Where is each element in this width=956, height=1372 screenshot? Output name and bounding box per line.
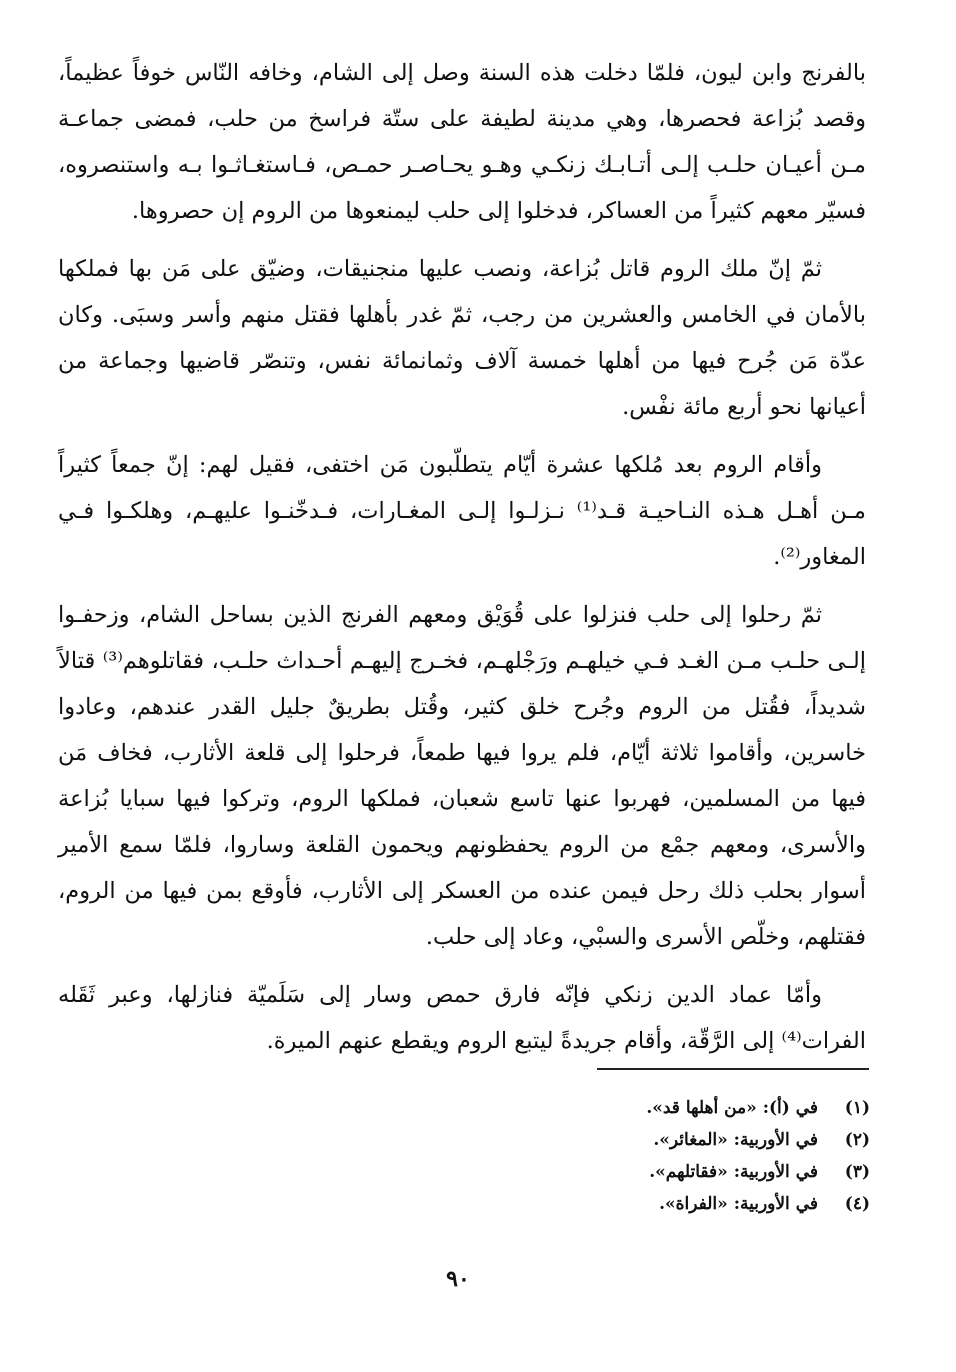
footnote-4	[560, 1188, 870, 1220]
footnote-text: في الأوربية: «المغائر».	[653, 1130, 818, 1150]
paragraph-4: ثمّ رحلوا إلى حلب فنزلوا على قُوَيْق ومعهم الفرنج الذين بساحل الشام، وزحفـوا إلـى حلـب مـن الغـد فـي خيلهـم ورَجْلهـم، فخـرج إليهـم أحـداث حلـب، فقاتلوهم⁽³⁾ قتالاً شديداً، فقُتل من الروم وجُرح خلق كثير، وقُتل بطريقٌ جليل القدر عندهم، وعادوا خاسرين، وأقاموا ثلاثة أيّام، فلم يروا فيها طمعاً، فرحلوا إلى قلعة الأثارب، فخاف مَن فيها من المسلمين، فهربوا عنها تاسع شعبان، فملكها الروم، وتركوا فيها سبايا بُزاعة والأسرى، ومعهم جمْع من الروم يحفظونهم ويحمون القلعة وساروا، فلمّا سمع الأمير أسوار بحلب ذلك رحل فيمن عنده من العسكر إلى الأثارب، فأوقع بمن فيها من الروم، فقتلهم، وخلّص الأسرى والسبْي، وعاد إلى حلب.	[58, 602, 866, 950]
page-number: ٩٠	[446, 1266, 470, 1292]
footnote-2	[560, 1124, 870, 1156]
paragraph-3: وأقام الروم بعد مُلكها عشرة أيّام يتطلّبون مَن اختفى، فقيل لهم: إنّ جمعاً كثيراً مـن أهـل هـذه النـاحيـة قـد⁽¹⁾ نـزلـوا إلـى المغـارات، فـدخّنـوا عليهـم، وهلكـوا فـي المغاور⁽²⁾.	[58, 452, 866, 570]
footnote-number: (١)	[844, 1098, 870, 1118]
footnote-number: (٣)	[844, 1162, 870, 1182]
footnotes	[560, 1092, 870, 1220]
footnote-text: في (أ): «من أهلها قد».	[646, 1098, 818, 1118]
footnote-text: في الأوربية: «فقاتلهم».	[649, 1162, 818, 1182]
footnote-3	[560, 1156, 870, 1188]
footnote-number: (٤)	[844, 1194, 870, 1214]
paragraph-1: بالفرنج وابن ليون، فلمّا دخلت هذه السنة وصل إلى الشام، وخافه النّاس خوفاً عظيماً، وقصد بُزاعة فحصرها، وهي مدينة لطيفة على ستّة فراسخ من حلب، فمضى جماعـة مـن أعيـان حلـب إلـى أتـابـك زنكـي وهـو يحـاصـر حمـص، فـاستغـاثـوا بـه واستنصروه، فسيّر معهم كثيراً من العساكر، فدخلوا إلى حلب ليمنعوها من الروم إن حصروها.	[58, 60, 866, 224]
paragraph-2: ثمّ إنّ ملك الروم قاتل بُزاعة، ونصب عليها منجنيقات، وضيّق على مَن بها فملكها بالأمان في الخامس والعشرين من رجب، ثمّ غدر بأهلها فقتل منهم وأسر وسبَى. وكان عدّة مَن جُرح فيها من أهلها خمسة آلاف وثمانمائة نفس، وتنصّر قاضيها وجماعة من أعيانها نحو أربع مائة نفْس.	[58, 256, 866, 420]
footnote-text: في الأوربية: «الفراة».	[659, 1194, 818, 1214]
footnote-number: (٢)	[844, 1130, 870, 1150]
footnote-1	[560, 1092, 870, 1124]
paragraph-5: وأمّا عماد الدين زنكي فإنّه فارق حمص وسار إلى سَلَميّة فنازلها، وعبر ثَقَله الفرات⁽⁴⁾ إلى الرَّقّة، وأقام جريدةً ليتبع الروم ويقطع عنهم الميرة.	[58, 982, 866, 1054]
main-text	[58, 50, 866, 1064]
footnote-divider	[597, 1068, 869, 1070]
